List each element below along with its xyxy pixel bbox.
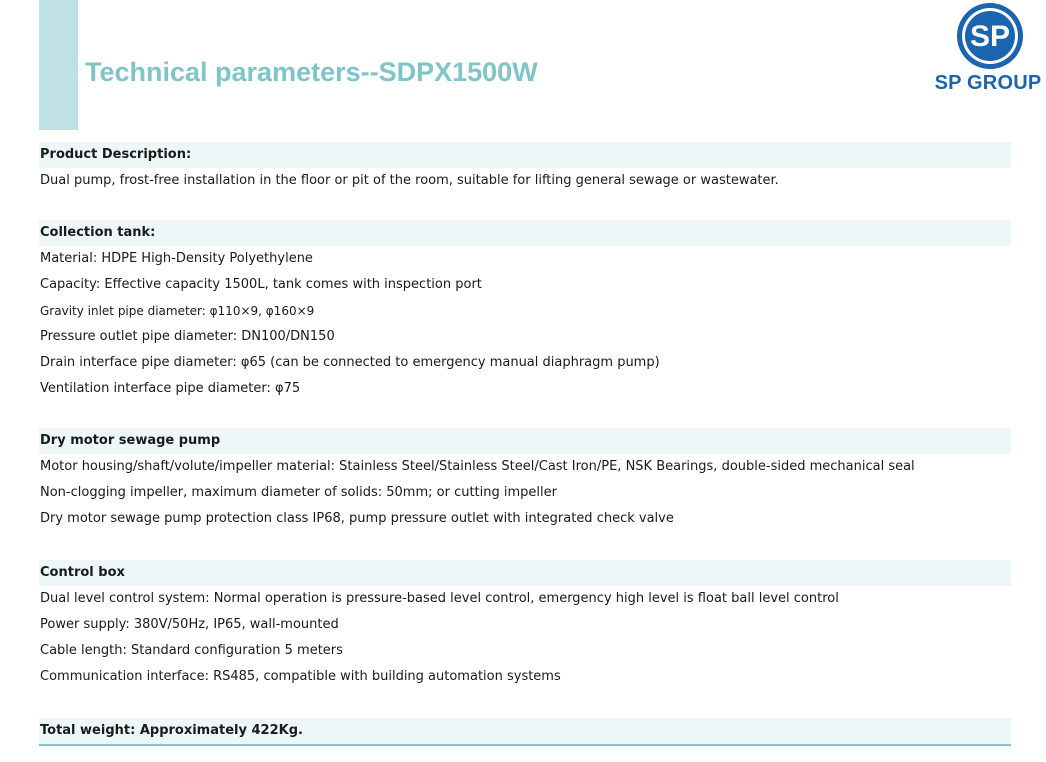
total-weight: Total weight: Approximately 422Kg. [39, 718, 1011, 746]
spec-content [39, 142, 1011, 746]
spec-line: Pressure outlet pipe diameter: DN100/DN150 [40, 329, 335, 344]
sp-group-logo [930, 0, 1046, 100]
spec-line: Power supply: 380V/50Hz, IP65, wall-mounted [40, 617, 339, 632]
spec-line: Non-clogging impeller, maximum diameter of solids: 50mm; or cutting impeller [40, 485, 557, 500]
section-heading-product: Product Description: [39, 142, 1011, 168]
header-accent-bar [39, 0, 78, 130]
spec-line: Communication interface: RS485, compatible with building automation systems [40, 669, 561, 684]
spec-line: Dual pump, frost-free installation in the floor or pit of the room, suitable for lifting general sewage or wastewater. [40, 173, 779, 188]
logo-monogram: SP [969, 20, 1011, 53]
spec-line: Drain interface pipe diameter: φ65 (can be connected to emergency manual diaphragm pump) [40, 355, 660, 370]
spec-line: Material: HDPE High-Density Polyethylene [40, 251, 313, 266]
spec-line: Gravity inlet pipe diameter: φ110×9, φ160×9 [40, 304, 315, 318]
section-heading-collection-tank: Collection tank: [39, 220, 1011, 246]
section-heading-dry-motor-pump: Dry motor sewage pump [39, 428, 1011, 454]
sp-logo-emblem-icon [930, 0, 1046, 72]
section-heading-control-box: Control box [39, 560, 1011, 586]
spec-line: Motor housing/shaft/volute/impeller material: Stainless Steel/Stainless Steel/Cast Iron/PE, NSK Bearings, double-sided mechanical seal [40, 459, 915, 474]
page-title: Technical parameters--SDPX1500W [85, 57, 538, 87]
spec-line: Cable length: Standard configuration 5 meters [40, 643, 343, 658]
spec-line: Capacity: Effective capacity 1500L, tank comes with inspection port [40, 277, 482, 292]
spec-line: Ventilation interface pipe diameter: φ75 [40, 381, 301, 396]
spec-line: Dry motor sewage pump protection class IP68, pump pressure outlet with integrated check valve [40, 511, 674, 526]
spec-line: Dual level control system: Normal operation is pressure-based level control, emergency high level is float ball level control [40, 591, 839, 606]
logo-text: SP GROUP [934, 72, 1042, 94]
